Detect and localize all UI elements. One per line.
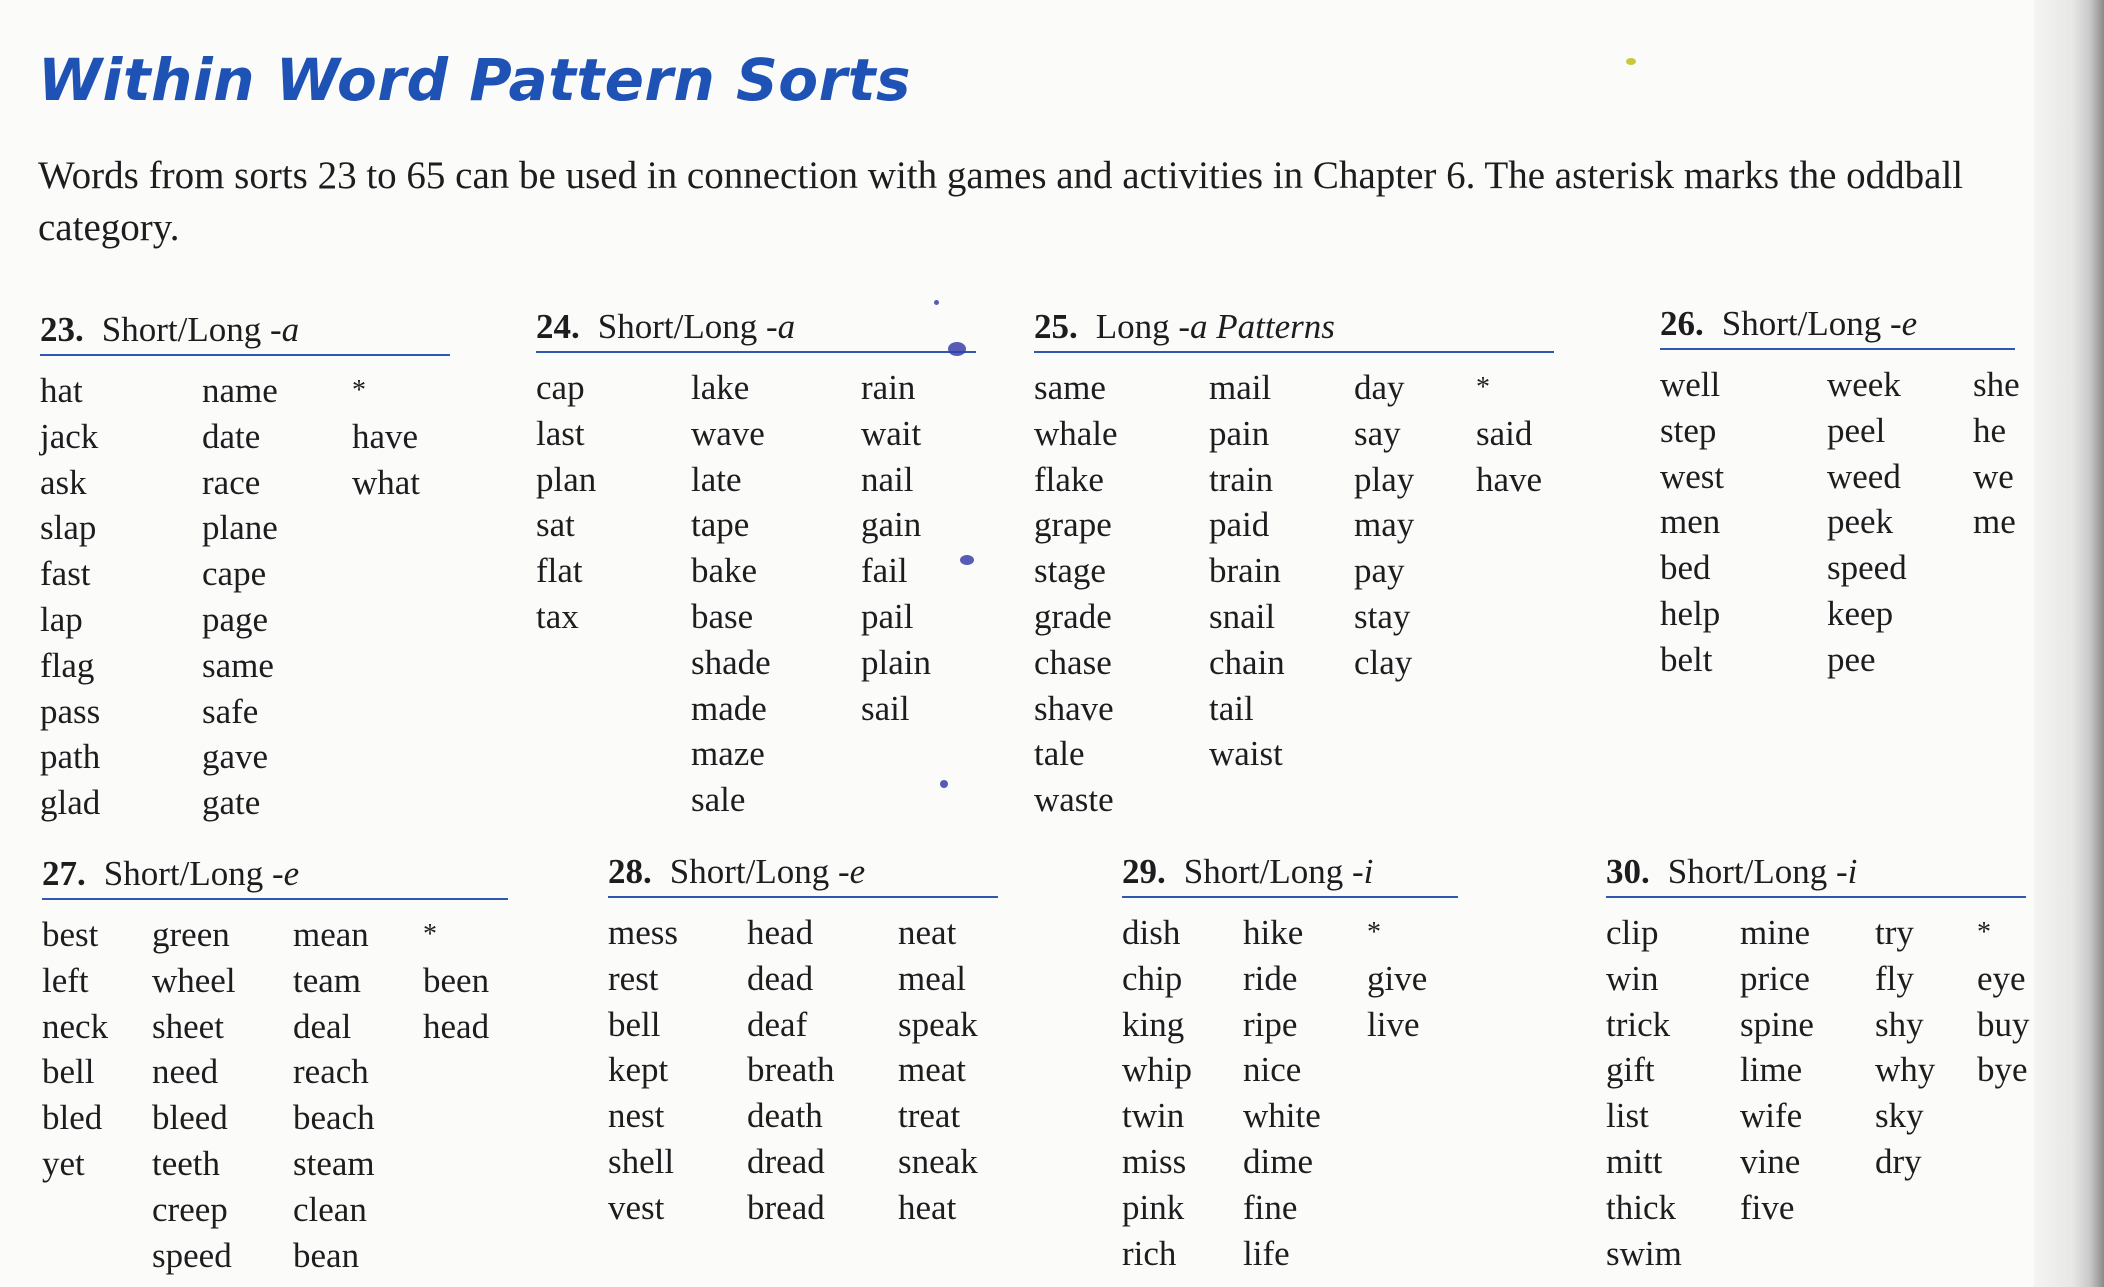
sort-title-pattern: -e [837,852,866,891]
sort-title-main: Short/Long [1667,852,1828,891]
word: yet [42,1143,85,1183]
word: bye [1977,1050,2028,1090]
word: why [1875,1050,1936,1090]
word: clean [293,1189,367,1229]
word: wife [1740,1096,1803,1136]
word: made [691,688,767,728]
word: lime [1740,1050,1803,1090]
sort-heading [1122,850,1458,898]
sort-number: 28. [608,852,652,891]
word: gift [1606,1050,1655,1090]
word: bleed [152,1098,228,1138]
word-column [898,910,1008,1231]
word: have [1476,459,1543,499]
word: snail [1209,596,1276,636]
word-column [1606,910,1740,1276]
word: he [1973,410,2007,450]
sort-columns [536,365,1001,823]
word: ripe [1243,1004,1298,1044]
word: say [1354,413,1401,453]
sort-heading [608,850,998,898]
word: waist [1209,734,1283,774]
word: peel [1827,410,1886,450]
sort-heading [1034,305,1554,353]
word: sneak [898,1141,978,1181]
word: fly [1875,958,1914,998]
word: treat [898,1096,961,1136]
word: twin [1122,1096,1185,1136]
word-column [1476,365,1586,823]
sort-columns [1034,365,1586,823]
word: gave [202,737,269,777]
word: give [1367,958,1428,998]
sort-title-pattern: -i [1351,852,1374,891]
word: pay [1354,551,1405,591]
word: try [1875,913,1914,952]
word-column [608,910,747,1231]
word: path [40,737,101,777]
word: sky [1875,1096,1924,1136]
word: vest [608,1187,665,1227]
word-column [40,368,202,826]
word: dry [1875,1141,1922,1181]
word: neck [42,1006,109,1046]
word: neat [898,913,957,952]
word-column [691,365,861,823]
word: belt [1660,639,1713,679]
sort-number: 24. [536,307,580,346]
word: tail [1209,688,1254,728]
sort-title-main: Short/Long [103,854,264,893]
word: chase [1034,642,1112,682]
word: best [42,915,99,954]
sort-heading [42,852,508,900]
word: slap [40,508,97,548]
word: mine [1740,913,1810,952]
word: cap [536,368,585,407]
word-column [536,365,691,823]
word: weed [1827,456,1901,496]
word: sale [691,780,746,820]
word: sat [536,505,575,545]
word: tale [1034,734,1085,774]
word: ask [40,462,87,502]
word: mitt [1606,1141,1663,1181]
word: dish [1122,913,1181,952]
word: meat [898,1050,967,1090]
sort-title [1668,850,1858,894]
sort-29 [1122,850,1458,1276]
word: pass [40,691,101,731]
sort-30 [1606,850,2047,1276]
yellow-speck [1626,58,1636,65]
word-column [1660,362,1827,683]
word: been [423,960,490,1000]
word-column [1354,365,1476,823]
word-column [1034,365,1209,823]
word: flag [40,645,95,685]
word: death [747,1096,823,1136]
word: beach [293,1098,375,1138]
word: grape [1034,505,1112,545]
sort-title-main: Short/Long [1721,304,1882,343]
word: speed [1827,548,1907,588]
word: may [1354,505,1415,545]
sort-columns [1606,910,2047,1276]
word: cape [202,554,267,594]
word: meal [898,958,967,998]
word: buy [1977,1004,2030,1044]
word: price [1740,958,1810,998]
word: sheet [152,1006,224,1046]
sort-title [1722,302,1917,346]
word-column [1209,365,1354,823]
sort-number: 29. [1122,852,1166,891]
word: lap [40,599,83,639]
word: step [1660,410,1717,450]
word: speed [152,1235,232,1275]
word: brain [1209,551,1281,591]
word: heat [898,1187,957,1227]
word: she [1973,365,2020,404]
sort-columns [40,368,462,826]
ink-blot [948,342,966,356]
word: base [691,596,754,636]
sort-23 [40,308,462,826]
word: left [42,960,89,1000]
word: deaf [747,1004,808,1044]
sort-number: 27. [42,854,86,893]
sort-title [598,305,795,349]
word: shell [608,1141,675,1181]
ink-blot [960,555,974,565]
oddball-marker: * [1977,917,1991,948]
word: west [1660,456,1725,496]
word: flake [1034,459,1104,499]
word: play [1354,459,1415,499]
word: live [1367,1004,1420,1044]
sort-heading [40,308,450,356]
word: vine [1740,1141,1801,1181]
word: fast [40,554,91,594]
word: five [1740,1187,1795,1227]
sort-heading [536,305,976,353]
sort-title-pattern: -e [1889,304,1918,343]
word: what [352,462,421,502]
word: jack [40,416,99,456]
word: flat [536,551,583,591]
sort-27 [42,852,513,1278]
word: list [1606,1096,1649,1136]
word: reach [293,1052,369,1092]
word: whip [1122,1050,1192,1090]
word: clay [1354,642,1413,682]
word-column [202,368,352,826]
word-column [1875,910,1977,1276]
sort-28 [608,850,1008,1231]
word: bell [608,1004,661,1044]
word: pink [1122,1187,1185,1227]
word: hat [40,371,83,410]
sort-columns [42,912,513,1278]
word: dime [1243,1141,1313,1181]
word: page [202,599,269,639]
word: peek [1827,502,1894,542]
word: shade [691,642,771,682]
word: men [1660,502,1721,542]
word: miss [1122,1141,1187,1181]
oddball-marker: * [1367,917,1381,948]
word: spine [1740,1004,1814,1044]
word: hike [1243,913,1304,952]
sort-title [1184,850,1374,894]
word: mean [293,915,369,954]
word: week [1827,365,1901,404]
word: whale [1034,413,1118,453]
word-column [1827,362,1973,683]
word-column [747,910,898,1231]
word: dead [747,958,814,998]
word: same [202,645,274,685]
word: stage [1034,551,1106,591]
word: we [1973,456,2014,496]
word: life [1243,1233,1290,1273]
sort-title-main: Long [1095,307,1170,346]
word: teeth [152,1143,221,1183]
word: shy [1875,1004,1924,1044]
page-title: Within Word Pattern Sorts [38,46,911,114]
word: chain [1209,642,1285,682]
word: mail [1209,368,1272,407]
word: rain [861,368,916,407]
word: rich [1122,1233,1177,1273]
word: rest [608,958,659,998]
word-column [352,368,462,826]
sort-title-pattern: -i [1835,852,1858,891]
word: need [152,1052,219,1092]
word-column [42,912,152,1278]
sort-26 [1660,302,2053,683]
word: glad [40,783,101,823]
word: tape [691,505,750,545]
word: dread [747,1141,825,1181]
word: thick [1606,1187,1676,1227]
word: safe [202,691,259,731]
word: king [1122,1004,1185,1044]
word: bed [1660,548,1711,588]
sort-heading [1660,302,2015,350]
word: shave [1034,688,1114,728]
sort-title-pattern: -a [765,307,796,346]
word-column [1740,910,1875,1276]
word: late [691,459,742,499]
word: head [747,913,814,952]
word: wheel [152,960,236,1000]
word: breath [747,1050,835,1090]
sort-columns [1122,910,1458,1276]
sort-columns [608,910,1008,1231]
word: plan [536,459,597,499]
word: bled [42,1098,103,1138]
word: day [1354,368,1405,407]
word: bread [747,1187,825,1227]
word: team [293,960,362,1000]
word: head [423,1006,490,1046]
word: said [1476,413,1533,453]
sort-title-main: Short/Long [101,310,262,349]
word: tax [536,596,579,636]
word: keep [1827,593,1894,633]
word: nest [608,1096,665,1136]
oddball-marker: * [1476,372,1490,403]
word: date [202,416,261,456]
ink-blot [934,300,939,305]
word: swim [1606,1233,1682,1273]
word-column [1243,910,1367,1276]
sort-number: 25. [1034,307,1078,346]
word: grade [1034,596,1112,636]
sort-title [670,850,865,894]
word-column [1973,362,2053,683]
word: last [536,413,585,453]
sort-title-main: Short/Long [597,307,758,346]
sort-columns [1660,362,2053,683]
word: plain [861,642,931,682]
oddball-marker: * [423,919,437,950]
word: paid [1209,505,1270,545]
sort-title-pattern: -e [271,854,300,893]
word: help [1660,593,1721,633]
sort-number: 23. [40,310,84,349]
word: nail [861,459,914,499]
sort-number: 30. [1606,852,1650,891]
word: well [1660,365,1721,404]
word: race [202,462,261,502]
word-column [1122,910,1243,1276]
sort-title [1096,305,1335,349]
sort-title-pattern: -a Patterns [1178,307,1335,346]
word: me [1973,502,2016,542]
word: bell [42,1052,95,1092]
word: fail [861,551,908,591]
word: mess [608,913,678,952]
word: bean [293,1235,360,1275]
word: white [1243,1096,1321,1136]
word: pail [861,596,914,636]
sort-title-pattern: -a [269,310,300,349]
sort-heading [1606,850,2026,898]
word: green [152,915,230,954]
word-column [423,912,513,1278]
word: ride [1243,958,1298,998]
sort-25 [1034,305,1586,823]
word: steam [293,1143,375,1183]
word: wait [861,413,922,453]
sort-title-main: Short/Long [1183,852,1344,891]
word: gate [202,783,261,823]
sort-24 [536,305,1001,823]
oddball-marker: * [352,375,366,406]
word: have [352,416,419,456]
sort-title-main: Short/Long [669,852,830,891]
word: gain [861,505,922,545]
word: speak [898,1004,978,1044]
sort-number: 26. [1660,304,1704,343]
word: clip [1606,913,1659,952]
word: creep [152,1189,228,1229]
word-column [1367,910,1457,1276]
word: eye [1977,958,2026,998]
word: kept [608,1050,669,1090]
word: bake [691,551,758,591]
word-column [293,912,423,1278]
ink-blot [940,780,948,788]
word: lake [691,368,750,407]
word: plane [202,508,278,548]
word: deal [293,1006,352,1046]
word: nice [1243,1050,1302,1090]
word: waste [1034,780,1114,820]
sort-title [104,852,299,896]
word: win [1606,958,1659,998]
word: trick [1606,1004,1671,1044]
word: wave [691,413,765,453]
word: stay [1354,596,1411,636]
sort-title [102,308,299,352]
word: pain [1209,413,1270,453]
word: same [1034,368,1106,407]
word: chip [1122,958,1183,998]
word-column [1977,910,2047,1276]
word: maze [691,734,765,774]
word: sail [861,688,910,728]
word: fine [1243,1187,1298,1227]
word-column [861,365,1001,823]
intro-paragraph: Words from sorts 23 to 65 can be used in connection with games and activities in Chapter 6. The asterisk marks the oddball category. [38,154,1964,249]
word: train [1209,459,1274,499]
word: name [202,371,278,410]
word: pee [1827,639,1876,679]
word-column [152,912,293,1278]
